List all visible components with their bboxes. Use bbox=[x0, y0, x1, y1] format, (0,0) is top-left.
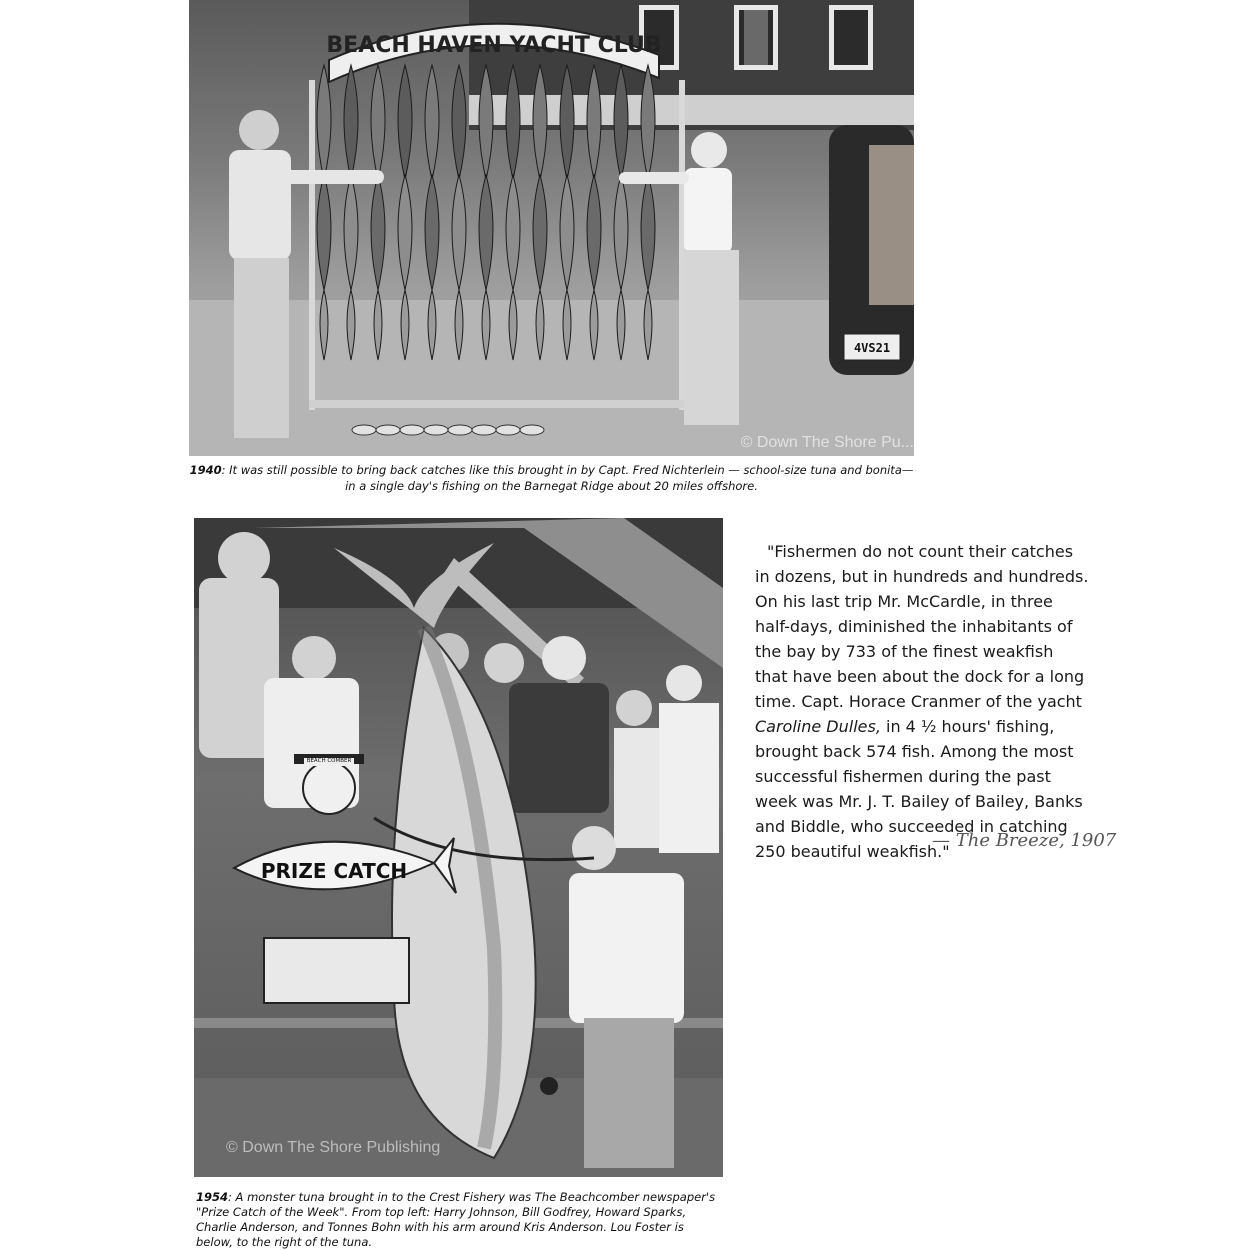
caption-1940-year: 1940 bbox=[189, 463, 222, 477]
yacht-club-sign-text: BEACH HAVEN YACHT CLUB bbox=[326, 33, 662, 58]
quote-attribution: — The Breeze, 1907 bbox=[932, 830, 1117, 851]
photo-1954-giant-tuna bbox=[194, 518, 723, 1177]
hanging-fish bbox=[344, 175, 358, 290]
photo-1940-yacht-club-catch bbox=[189, 0, 914, 456]
fish-on-ground bbox=[400, 425, 424, 435]
caption-1954 bbox=[196, 1190, 724, 1250]
hanging-fish bbox=[506, 175, 520, 290]
hanging-fish bbox=[479, 175, 493, 290]
caption-1940-text: : It was still possible to bring back catches like this brought in by Capt. Fred Nichterlein — school-size tuna and bonita— in a single day's fishing on the Barnegat Ridge about 20 miles offshore. bbox=[221, 463, 914, 493]
fish-on-ground bbox=[472, 425, 496, 435]
prize-catch-text: PRIZE CATCH bbox=[260, 859, 408, 883]
hanging-fish bbox=[614, 175, 628, 290]
hanging-fish bbox=[371, 65, 385, 180]
quote-text-start: "Fishermen do not count their catches in dozens, but in hundreds and hundreds. On his last trip Mr. McCardle, in three half-days, diminished the inhabitants of the bay by 733 of the finest weakfish that have been about the dock for a long time. Capt. Horace Cranmer of the yacht bbox=[755, 542, 1089, 711]
hanging-fish bbox=[317, 175, 331, 290]
photo-1940-illustration bbox=[189, 0, 914, 456]
fish-on-ground bbox=[424, 425, 448, 435]
hanging-fish bbox=[371, 175, 385, 290]
watermark-2: © Down The Shore Publishing bbox=[226, 1139, 441, 1156]
caption-1940 bbox=[189, 462, 914, 494]
hanging-fish bbox=[344, 65, 358, 180]
caption-1954-text: : A monster tuna brought in to the Crest Fishery was The Beachcomber newspaper's "Prize Catch of the Week". From top left: Harry Johnson, Bill Godfrey, Howard Sparks, Charlie Anderson, and Tonnes Bohn with his arm around Kris Anderson. Lou Foster is below, to the right of the tuna. bbox=[196, 1190, 716, 1249]
hanging-fish bbox=[398, 175, 412, 290]
fish-on-ground bbox=[376, 425, 400, 435]
license-plate-text: 4VS21 bbox=[853, 341, 891, 355]
vintage-car bbox=[829, 125, 914, 375]
hanging-fish bbox=[452, 175, 466, 290]
fish-on-ground bbox=[352, 425, 376, 435]
caption-1954-year: 1954 bbox=[196, 1190, 229, 1204]
historical-quote bbox=[755, 539, 1090, 864]
hanging-fish bbox=[533, 175, 547, 290]
fish-on-ground bbox=[496, 425, 520, 435]
quote-text-end: in 4 ½ hours' fishing, brought back 574 fish. Among the most successful fishermen during the past week was Mr. J. T. Bailey of Bailey, Banks and Biddle, who succeeded in catching 250 beautiful weakfish." bbox=[755, 717, 1083, 861]
fish-on-ground bbox=[520, 425, 544, 435]
fish-on-ground bbox=[448, 425, 472, 435]
hanging-fish bbox=[452, 65, 466, 180]
hanging-fish bbox=[425, 175, 439, 290]
photo-1954-illustration bbox=[194, 518, 723, 1177]
badge-text: BEACH COMBER bbox=[306, 758, 352, 764]
hanging-fish bbox=[587, 175, 601, 290]
hanging-fish bbox=[425, 65, 439, 180]
watermark-1: © Down The Shore Pu... bbox=[740, 434, 914, 451]
quote-yacht-name: Caroline Dulles, bbox=[755, 717, 881, 736]
hanging-fish bbox=[560, 175, 574, 290]
hanging-fish bbox=[641, 175, 655, 290]
hanging-fish bbox=[398, 65, 412, 180]
